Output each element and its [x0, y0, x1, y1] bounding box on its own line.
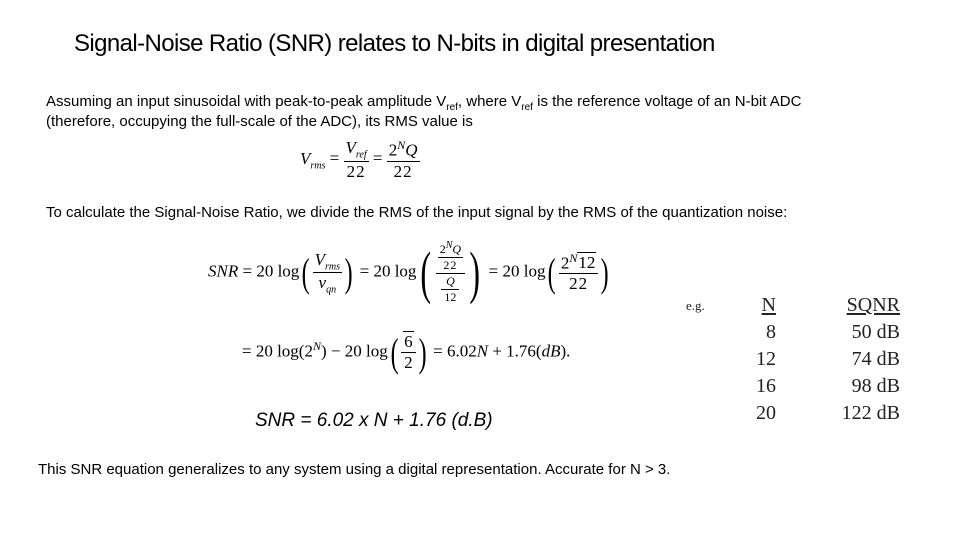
calc-text: To calculate the Signal-Noise Ratio, we divide the RMS of the input signal by the RMS of the quantization noise:	[46, 204, 788, 221]
header-n: N	[761, 294, 776, 316]
slide-title: Signal-Noise Ratio (SNR) relates to N-bits in digital presentation	[74, 30, 715, 57]
intro-text-c: is the reference voltage of an N-bit ADC	[532, 93, 802, 110]
intro-text-a: Assuming an input sinusoidal with peak-to-peak amplitude V	[46, 93, 447, 110]
cell-sqnr: 122 dB	[841, 402, 900, 424]
eg-label: e.g.	[686, 298, 705, 313]
snr-equation-line-1: SNR = 20 log( $\frac{V_{rms}}{v_{qn}}$ ) = 20 log( $\frac{\frac{2^NQ}{22}}{\frac{Q}{12}}$ ) = 20 log( $\frac{2^N12}{22}$ )	[208, 239, 609, 305]
snr-equation-line-2: = 20 $\log(2^N) - 20$ log( $\frac{6}{2}$ ) = 6.02N + 1.76(dB).	[242, 329, 571, 375]
table-row	[686, 319, 900, 346]
snr-formula: SNR = 6.02 x N + 1.76 (d.B)	[255, 410, 493, 431]
vrms-equation: $V_{rms}$ = $\frac{V_{ref}}{22}$ = $\frac{2^NQ}{22}$	[300, 138, 418, 181]
table-row	[686, 346, 900, 373]
cell-sqnr: 50 dB	[851, 321, 900, 343]
conclusion-text: This SNR equation generalizes to any system using a digital representation. Accurate for N > 3.	[38, 461, 671, 478]
intro-sub-1: ref	[446, 102, 458, 113]
intro-sub-2: ref	[521, 102, 533, 113]
cell-n: 20	[756, 402, 776, 424]
table-row	[686, 373, 900, 400]
intro-text-b: , where V	[457, 93, 522, 110]
header-sqnr: SQNR	[846, 294, 900, 316]
table-header-row	[686, 292, 900, 319]
cell-sqnr: 74 dB	[851, 348, 900, 370]
intro-line-2: (therefore, occupying the full-scale of the ADC), its RMS value is	[46, 113, 473, 130]
cell-n: 12	[756, 348, 776, 370]
table-row	[686, 400, 900, 427]
sqnr-table	[686, 292, 900, 427]
cell-n: 16	[756, 375, 776, 397]
cell-n: 8	[766, 321, 776, 343]
cell-sqnr: 98 dB	[851, 375, 900, 397]
